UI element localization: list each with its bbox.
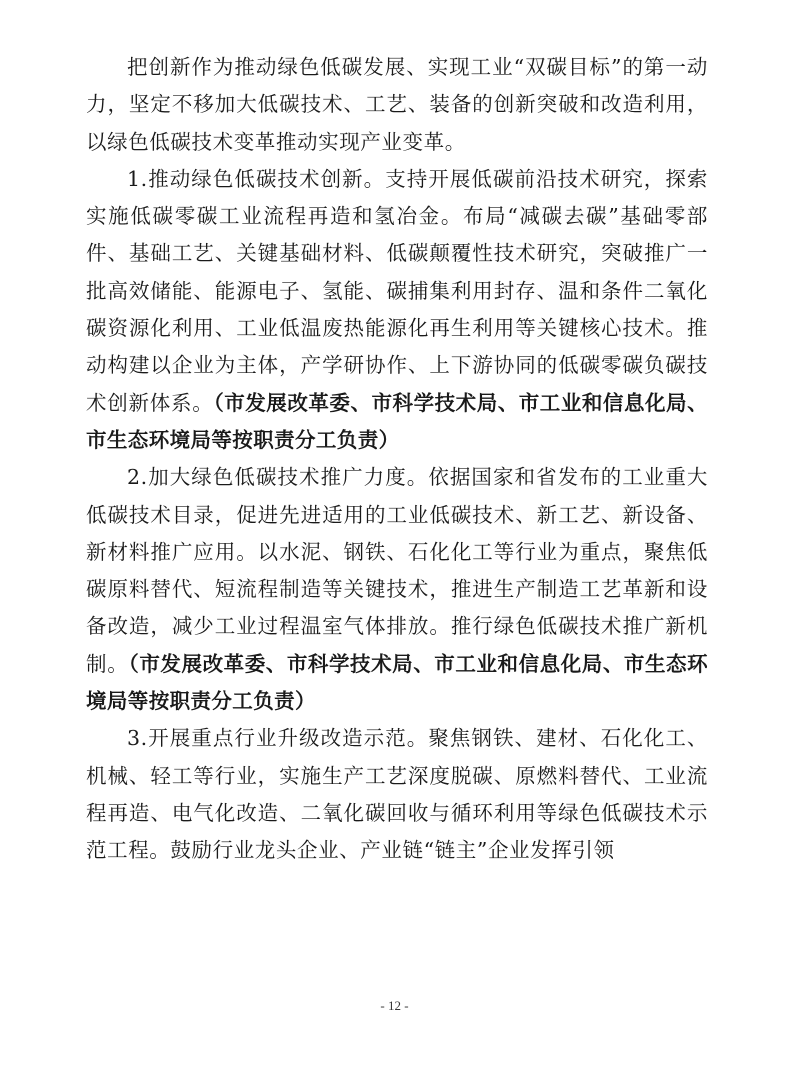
paragraph-item-1 bbox=[86, 161, 708, 459]
paragraph-intro bbox=[86, 49, 708, 161]
paragraph-item-2-text: 2.加大绿色低碳技术推广力度。依据国家和省发布的工业重大低碳技术目录，促进先进适用的工业低碳技术、新工艺、新设备、新材料推广应用。以水泥、钢铁、石化化工等行业为重点，聚焦低碳原料替代、短流程制造等关键技术，推进生产制造工艺革新和设备改造，减少工业过程温室气体排放。推行绿色低碳技术推广新机制。 bbox=[86, 465, 708, 676]
paragraph-item-1-text: 1.推动绿色低碳技术创新。支持开展低碳前沿技术研究，探索实施低碳零碳工业流程再造和氢冶金。布局“减碳去碳”基础零部件、基础工艺、关键基础材料、低碳颠覆性技术研究，突破推广一批高效储能、能源电子、氢能、碳捕集利用封存、温和条件二氧化碳资源化利用、工业低温废热能源化再生利用等关键核心技术。推动构建以企业为主体，产学研协作、上下游协同的低碳零碳负碳技术创新体系。 bbox=[86, 166, 708, 415]
document-body bbox=[86, 49, 708, 870]
responsibility-note-2: （市发展改革委、市科学技术局、市工业和信息化局、市生态环境局等按职责分工负责） bbox=[86, 651, 709, 714]
paragraph-item-2 bbox=[86, 459, 708, 720]
paragraph-intro-text: 把创新作为推动绿色低碳发展、实现工业“双碳目标”的第一动力，坚定不移加大低碳技术、工艺、装备的创新突破和改造利用，以绿色低碳技术变革推动实现产业变革。 bbox=[86, 55, 708, 154]
responsibility-note-1: （市发展改革委、市科学技术局、市工业和信息化局、市生态环境局等按职责分工负责） bbox=[86, 390, 708, 452]
page-number: - 12 - bbox=[380, 998, 409, 1013]
paragraph-item-3 bbox=[86, 720, 708, 869]
paragraph-item-3-text: 3.开展重点行业升级改造示范。聚焦钢铁、建材、石化化工、机械、轻工等行业，实施生产工艺深度脱碳、原燃料替代、工业流程再造、电气化改造、二氧化碳回收与循环利用等绿色低碳技术示范工程。鼓励行业龙头企业、产业链“链主”企业发挥引领 bbox=[86, 726, 708, 863]
